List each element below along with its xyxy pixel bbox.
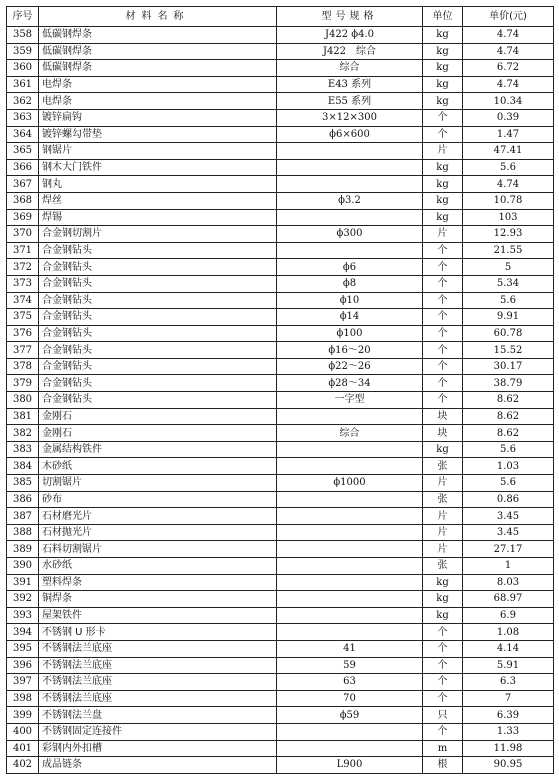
unit-price-cell: 8.62 [463, 408, 554, 425]
spec-cell: 70 [277, 690, 423, 707]
unit-price-cell: 30.17 [463, 358, 554, 375]
unit-price-cell: 12.93 [463, 226, 554, 243]
spec-cell: 59 [277, 657, 423, 674]
table-row [7, 657, 554, 674]
row-number-cell: 392 [7, 591, 39, 608]
unit-price-cell: 10.78 [463, 192, 554, 209]
material-name-cell: 不锈钢法兰底座 [39, 657, 277, 674]
row-number-cell: 398 [7, 690, 39, 707]
spec-cell [277, 591, 423, 608]
header-unit: 单位 [423, 7, 463, 27]
spec-cell: E55 系列 [277, 93, 423, 110]
row-number-cell: 368 [7, 192, 39, 209]
material-name-cell: 不锈钢法兰底座 [39, 690, 277, 707]
header-no: 序号 [7, 7, 39, 27]
spec-cell: 3×12×300 [277, 109, 423, 126]
spec-cell: 63 [277, 674, 423, 691]
unit-price-cell: 15.52 [463, 342, 554, 359]
unit-price-cell: 21.55 [463, 242, 554, 259]
unit-cell: 个 [423, 640, 463, 657]
row-number-cell: 375 [7, 309, 39, 326]
spec-cell [277, 574, 423, 591]
spec-cell [277, 441, 423, 458]
material-name-cell: 钢锯片 [39, 143, 277, 160]
row-number-cell: 391 [7, 574, 39, 591]
spec-cell: ϕ8 [277, 275, 423, 292]
unit-cell: kg [423, 76, 463, 93]
spec-cell [277, 541, 423, 558]
unit-cell: 个 [423, 242, 463, 259]
table-row [7, 707, 554, 724]
unit-cell: 块 [423, 425, 463, 442]
material-name-cell: 屋架铁件 [39, 607, 277, 624]
material-name-cell: 石料切割锯片 [39, 541, 277, 558]
row-number-cell: 364 [7, 126, 39, 143]
unit-cell: 张 [423, 558, 463, 575]
unit-cell: 个 [423, 723, 463, 740]
material-name-cell: 砂布 [39, 491, 277, 508]
unit-cell: 根 [423, 757, 463, 774]
table-row [7, 491, 554, 508]
row-number-cell: 379 [7, 375, 39, 392]
spec-cell [277, 524, 423, 541]
row-number-cell: 384 [7, 458, 39, 475]
material-name-cell: 不锈钢 U 形卡 [39, 624, 277, 641]
row-number-cell: 399 [7, 707, 39, 724]
table-row [7, 640, 554, 657]
row-number-cell: 359 [7, 43, 39, 60]
row-number-cell: 389 [7, 541, 39, 558]
unit-cell: 片 [423, 226, 463, 243]
unit-cell: 个 [423, 624, 463, 641]
row-number-cell: 393 [7, 607, 39, 624]
material-name-cell: 合金钢切割片 [39, 226, 277, 243]
material-name-cell: 合金钢钻头 [39, 358, 277, 375]
materials-price-table [6, 6, 554, 774]
table-row [7, 60, 554, 77]
row-number-cell: 372 [7, 259, 39, 276]
row-number-cell: 376 [7, 325, 39, 342]
spec-cell: 综合 [277, 60, 423, 77]
unit-price-cell: 5 [463, 259, 554, 276]
unit-cell: 个 [423, 292, 463, 309]
unit-cell: 个 [423, 126, 463, 143]
material-name-cell: 低碳钢焊条 [39, 60, 277, 77]
unit-price-cell: 6.9 [463, 607, 554, 624]
spec-cell: ϕ300 [277, 226, 423, 243]
spec-cell [277, 458, 423, 475]
material-name-cell: 不锈钢法兰底座 [39, 674, 277, 691]
unit-price-cell: 8.03 [463, 574, 554, 591]
row-number-cell: 363 [7, 109, 39, 126]
spec-cell: ϕ6 [277, 259, 423, 276]
unit-price-cell: 60.78 [463, 325, 554, 342]
unit-price-cell: 5.91 [463, 657, 554, 674]
material-name-cell: 彩钢内外扣槽 [39, 740, 277, 757]
unit-cell: 个 [423, 342, 463, 359]
unit-cell: 块 [423, 408, 463, 425]
table-row [7, 242, 554, 259]
spec-cell: ϕ100 [277, 325, 423, 342]
unit-cell: 个 [423, 657, 463, 674]
row-number-cell: 377 [7, 342, 39, 359]
material-name-cell: 不锈钢法兰底座 [39, 640, 277, 657]
unit-cell: 个 [423, 690, 463, 707]
spec-cell [277, 491, 423, 508]
unit-cell: 片 [423, 524, 463, 541]
header-name: 材料名称 [39, 7, 277, 27]
table-row [7, 690, 554, 707]
unit-price-cell: 1 [463, 558, 554, 575]
row-number-cell: 401 [7, 740, 39, 757]
material-name-cell: 切割锯片 [39, 475, 277, 492]
material-name-cell: 合金钢钻头 [39, 309, 277, 326]
unit-price-cell: 4.74 [463, 176, 554, 193]
table-row [7, 425, 554, 442]
table-row [7, 541, 554, 558]
spec-cell: ϕ16～20 [277, 342, 423, 359]
material-name-cell: 合金钢钻头 [39, 375, 277, 392]
row-number-cell: 388 [7, 524, 39, 541]
table-row [7, 325, 554, 342]
unit-price-cell: 5.6 [463, 292, 554, 309]
spec-cell: ϕ3.2 [277, 192, 423, 209]
material-name-cell: 低碳钢焊条 [39, 43, 277, 60]
row-number-cell: 365 [7, 143, 39, 160]
table-row [7, 624, 554, 641]
unit-cell: 张 [423, 458, 463, 475]
unit-cell: kg [423, 607, 463, 624]
unit-cell: 个 [423, 325, 463, 342]
unit-cell: kg [423, 60, 463, 77]
table-row [7, 508, 554, 525]
material-name-cell: 木砂纸 [39, 458, 277, 475]
spec-cell: ϕ10 [277, 292, 423, 309]
row-number-cell: 367 [7, 176, 39, 193]
row-number-cell: 373 [7, 275, 39, 292]
table-row [7, 591, 554, 608]
spec-cell [277, 408, 423, 425]
spec-cell: ϕ22～26 [277, 358, 423, 375]
table-row [7, 342, 554, 359]
spec-cell: L900 [277, 757, 423, 774]
table-row [7, 43, 554, 60]
table-row [7, 292, 554, 309]
material-name-cell: 合金钢钻头 [39, 292, 277, 309]
table-row [7, 93, 554, 110]
unit-cell: 个 [423, 275, 463, 292]
material-name-cell: 镀锌扁钩 [39, 109, 277, 126]
unit-price-cell: 4.74 [463, 27, 554, 44]
table-row [7, 408, 554, 425]
unit-price-cell: 6.72 [463, 60, 554, 77]
material-name-cell: 石材磨光片 [39, 508, 277, 525]
row-number-cell: 402 [7, 757, 39, 774]
material-name-cell: 铜焊条 [39, 591, 277, 608]
spec-cell: 一字型 [277, 392, 423, 409]
table-row [7, 574, 554, 591]
material-name-cell: 合金钢钻头 [39, 392, 277, 409]
table-row [7, 226, 554, 243]
spec-cell [277, 159, 423, 176]
unit-cell: kg [423, 27, 463, 44]
material-name-cell: 电焊条 [39, 93, 277, 110]
unit-price-cell: 0.86 [463, 491, 554, 508]
unit-cell: kg [423, 574, 463, 591]
unit-cell: 片 [423, 143, 463, 160]
table-row [7, 27, 554, 44]
spec-cell: J422 ϕ4.0 [277, 27, 423, 44]
row-number-cell: 370 [7, 226, 39, 243]
row-number-cell: 362 [7, 93, 39, 110]
spec-cell: 41 [277, 640, 423, 657]
unit-price-cell: 5.6 [463, 475, 554, 492]
unit-price-cell: 90.95 [463, 757, 554, 774]
unit-price-cell: 103 [463, 209, 554, 226]
unit-cell: 片 [423, 475, 463, 492]
unit-price-cell: 8.62 [463, 425, 554, 442]
table-header-row [7, 7, 554, 27]
spec-cell: ϕ28～34 [277, 375, 423, 392]
unit-price-cell: 4.74 [463, 76, 554, 93]
unit-price-cell: 8.62 [463, 392, 554, 409]
row-number-cell: 383 [7, 441, 39, 458]
unit-price-cell: 5.6 [463, 441, 554, 458]
spec-cell [277, 242, 423, 259]
material-name-cell: 石材抛光片 [39, 524, 277, 541]
table-row [7, 674, 554, 691]
table-row [7, 275, 554, 292]
material-name-cell: 合金钢钻头 [39, 242, 277, 259]
spec-cell [277, 740, 423, 757]
material-name-cell: 钢木大门铁件 [39, 159, 277, 176]
unit-cell: kg [423, 591, 463, 608]
table-row [7, 441, 554, 458]
unit-cell: kg [423, 192, 463, 209]
row-number-cell: 394 [7, 624, 39, 641]
spec-cell: ϕ6×600 [277, 126, 423, 143]
unit-cell: kg [423, 43, 463, 60]
row-number-cell: 382 [7, 425, 39, 442]
table-row [7, 757, 554, 774]
row-number-cell: 395 [7, 640, 39, 657]
unit-price-cell: 27.17 [463, 541, 554, 558]
row-number-cell: 369 [7, 209, 39, 226]
unit-cell: m [423, 740, 463, 757]
spec-cell [277, 624, 423, 641]
unit-cell: 个 [423, 309, 463, 326]
unit-cell: 片 [423, 508, 463, 525]
table-row [7, 109, 554, 126]
material-name-cell: 电焊条 [39, 76, 277, 93]
row-number-cell: 397 [7, 674, 39, 691]
row-number-cell: 371 [7, 242, 39, 259]
unit-cell: kg [423, 441, 463, 458]
table-row [7, 309, 554, 326]
material-name-cell: 合金钢钻头 [39, 275, 277, 292]
unit-cell: kg [423, 93, 463, 110]
table-row [7, 375, 554, 392]
table-row [7, 143, 554, 160]
row-number-cell: 366 [7, 159, 39, 176]
material-name-cell: 合金钢钻头 [39, 342, 277, 359]
row-number-cell: 380 [7, 392, 39, 409]
material-name-cell: 塑料焊条 [39, 574, 277, 591]
row-number-cell: 358 [7, 27, 39, 44]
row-number-cell: 378 [7, 358, 39, 375]
unit-cell: kg [423, 209, 463, 226]
table-row [7, 358, 554, 375]
material-name-cell: 水砂纸 [39, 558, 277, 575]
row-number-cell: 386 [7, 491, 39, 508]
table-row [7, 723, 554, 740]
material-name-cell: 金刚石 [39, 408, 277, 425]
spec-cell [277, 209, 423, 226]
header-spec: 型号规格 [277, 7, 423, 27]
spec-cell: E43 系列 [277, 76, 423, 93]
table-row [7, 458, 554, 475]
spec-cell [277, 723, 423, 740]
unit-price-cell: 68.97 [463, 591, 554, 608]
unit-price-cell: 9.91 [463, 309, 554, 326]
spec-cell: 综合 [277, 425, 423, 442]
table-row [7, 392, 554, 409]
unit-price-cell: 11.98 [463, 740, 554, 757]
unit-cell: 个 [423, 375, 463, 392]
table-row [7, 524, 554, 541]
spec-cell [277, 508, 423, 525]
unit-price-cell: 4.14 [463, 640, 554, 657]
price-sheet [6, 6, 553, 774]
row-number-cell: 361 [7, 76, 39, 93]
unit-price-cell: 6.3 [463, 674, 554, 691]
spec-cell: ϕ1000 [277, 475, 423, 492]
material-name-cell: 不锈钢固定连接件 [39, 723, 277, 740]
spec-cell: ϕ59 [277, 707, 423, 724]
unit-cell: kg [423, 176, 463, 193]
table-row [7, 192, 554, 209]
row-number-cell: 374 [7, 292, 39, 309]
table-row [7, 159, 554, 176]
row-number-cell: 381 [7, 408, 39, 425]
unit-price-cell: 5.34 [463, 275, 554, 292]
table-row [7, 607, 554, 624]
table-row [7, 740, 554, 757]
table-row [7, 76, 554, 93]
row-number-cell: 400 [7, 723, 39, 740]
unit-cell: 只 [423, 707, 463, 724]
material-name-cell: 镀锌螺勾带垫 [39, 126, 277, 143]
unit-price-cell: 10.34 [463, 93, 554, 110]
table-row [7, 209, 554, 226]
unit-price-cell: 1.47 [463, 126, 554, 143]
unit-price-cell: 1.33 [463, 723, 554, 740]
unit-price-cell: 0.39 [463, 109, 554, 126]
unit-cell: 个 [423, 674, 463, 691]
unit-price-cell: 5.6 [463, 159, 554, 176]
unit-price-cell: 6.39 [463, 707, 554, 724]
unit-cell: 个 [423, 259, 463, 276]
material-name-cell: 焊丝 [39, 192, 277, 209]
unit-price-cell: 4.74 [463, 43, 554, 60]
material-name-cell: 合金钢钻头 [39, 325, 277, 342]
unit-price-cell: 3.45 [463, 508, 554, 525]
table-row [7, 126, 554, 143]
table-row [7, 259, 554, 276]
spec-cell [277, 176, 423, 193]
unit-cell: 个 [423, 392, 463, 409]
row-number-cell: 385 [7, 475, 39, 492]
row-number-cell: 387 [7, 508, 39, 525]
material-name-cell: 焊锡 [39, 209, 277, 226]
material-name-cell: 不锈钢法兰盘 [39, 707, 277, 724]
unit-cell: kg [423, 159, 463, 176]
row-number-cell: 390 [7, 558, 39, 575]
unit-price-cell: 1.08 [463, 624, 554, 641]
table-row [7, 558, 554, 575]
table-row [7, 475, 554, 492]
unit-cell: 片 [423, 541, 463, 558]
header-price: 单价(元) [463, 7, 554, 27]
material-name-cell: 合金钢钻头 [39, 259, 277, 276]
row-number-cell: 360 [7, 60, 39, 77]
spec-cell: ϕ14 [277, 309, 423, 326]
table-body [7, 27, 554, 774]
unit-cell: 个 [423, 109, 463, 126]
spec-cell [277, 558, 423, 575]
spec-cell: J422 综合 [277, 43, 423, 60]
unit-price-cell: 7 [463, 690, 554, 707]
spec-cell [277, 143, 423, 160]
unit-price-cell: 3.45 [463, 524, 554, 541]
unit-price-cell: 38.79 [463, 375, 554, 392]
material-name-cell: 钢丸 [39, 176, 277, 193]
table-row [7, 176, 554, 193]
material-name-cell: 金刚石 [39, 425, 277, 442]
unit-cell: 个 [423, 358, 463, 375]
row-number-cell: 396 [7, 657, 39, 674]
material-name-cell: 低碳钢焊条 [39, 27, 277, 44]
unit-price-cell: 47.41 [463, 143, 554, 160]
unit-cell: 张 [423, 491, 463, 508]
material-name-cell: 金属结构铁件 [39, 441, 277, 458]
material-name-cell: 成品链条 [39, 757, 277, 774]
unit-price-cell: 1.03 [463, 458, 554, 475]
spec-cell [277, 607, 423, 624]
